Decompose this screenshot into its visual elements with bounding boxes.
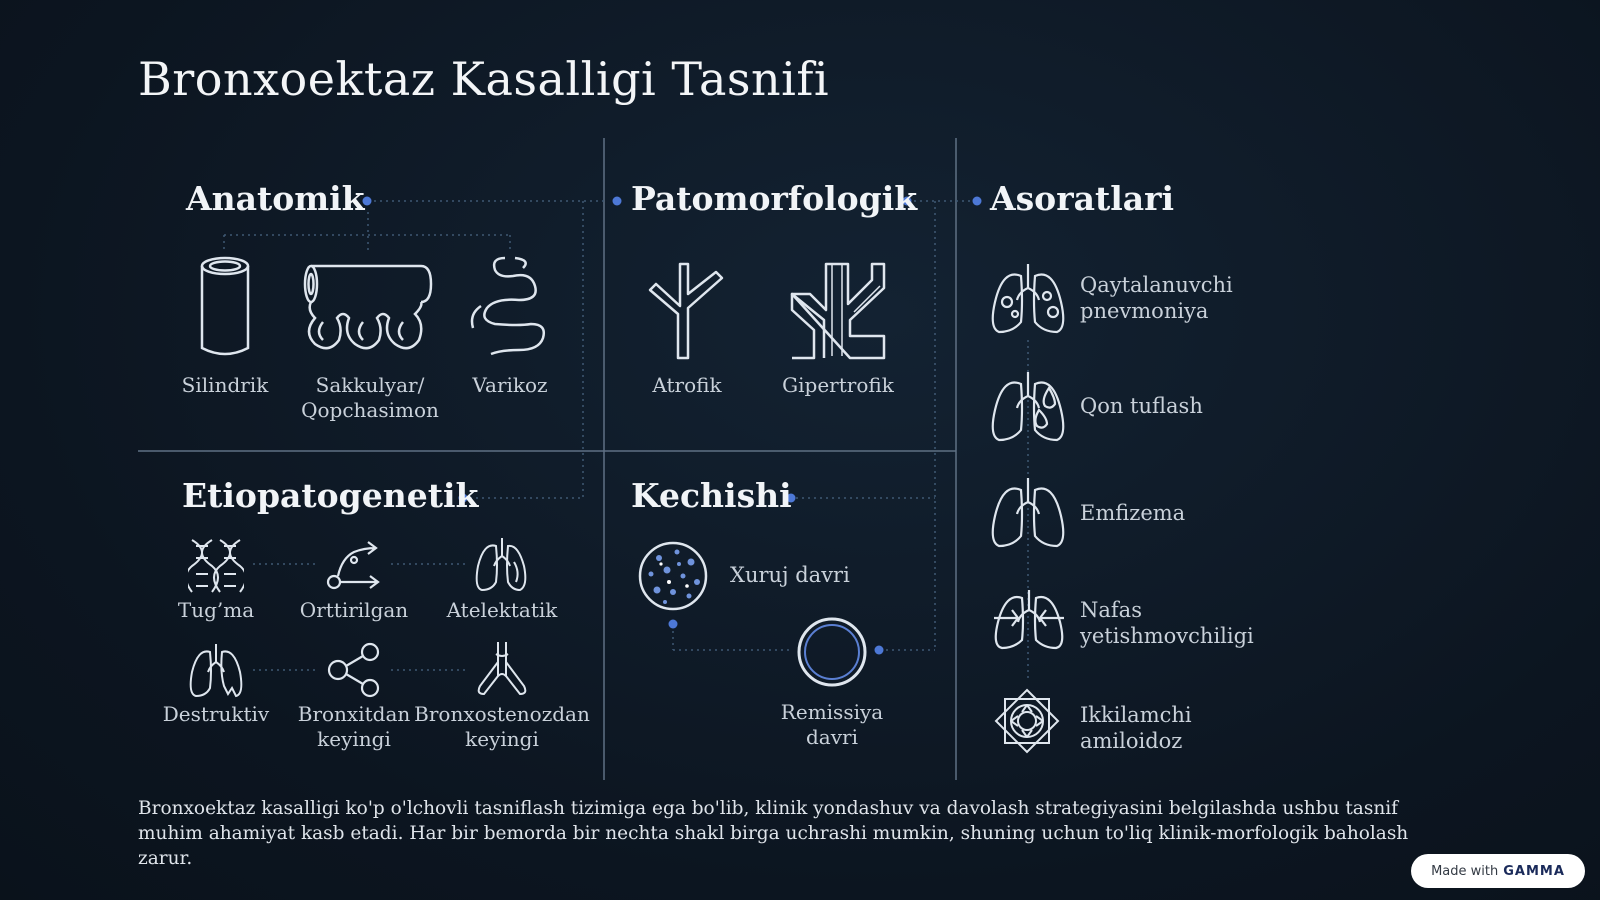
page-title: Bronxoektaz Kasalligi Tasnifi [138,52,830,106]
remission-ring-icon [796,616,868,688]
thick-branch-icon [788,260,888,360]
etiopatogenetik-item-label: Destruktiv [162,702,270,726]
dna-icon [188,538,244,594]
gamma-logo: GAMMA [1503,863,1565,879]
lungs-airflow-icon [992,588,1066,652]
kechishi-item-label: Xuruj davri [730,563,850,587]
asoratlari-item-label: Emfizema [1080,501,1186,525]
amyloid-star-icon [994,688,1060,754]
patomorfologik-item-label: Gipertrofik [782,373,894,397]
etiopatogenetik-item-label: Tug’ma [177,598,255,622]
section-title-anatomik: Anatomik [186,179,365,218]
thin-branch-icon [644,260,730,360]
section-title-patomorfologik: Patomorfologik [631,179,918,218]
section-title-etiopatogenetik: Etiopatogenetik [182,476,479,515]
collapsed-lung-icon [474,536,530,594]
made-with-gamma-badge[interactable] [1411,854,1585,888]
etiopatogenetik-item-label: Bronxostenozdan keyingi [414,702,590,751]
varicose-coil-icon [469,254,553,358]
asoratlari-item-label: Ikkilamchi amiloidoz [1080,703,1192,753]
saccular-bronchus-icon [303,262,433,354]
section-title-kechishi: Kechishi [631,476,792,515]
anatomik-item-label: Sakkulyar/ Qopchasimon [301,373,439,422]
badge-prefix: Made with [1431,863,1499,879]
lungs-infection-icon [989,262,1067,336]
cylinder-tube-icon [198,254,252,360]
lungs-blood-drop-icon [989,370,1067,444]
kechishi-item-label: Remissiya davri [780,700,884,749]
network-nodes-icon [326,642,382,698]
damaged-lung-icon [188,642,244,700]
patomorfologik-item-label: Atrofik [652,373,722,397]
lungs-icon [989,476,1067,550]
etiopatogenetik-item-label: Atelektatik [446,598,558,622]
description-text: Bronxoektaz kasalligi ko'p o'lchovli tasniflash tizimiga ega bo'lib, klinik yondashuv va davolash strategiyasini belgilashda ushbu tasnif muhim ahamiyat kasb etadi. Har bir bemorda bir nechta shakl birga uchrashi mumkin, shuning uchun to'liq klinik-morfologik baholash zarur. [138,798,1409,869]
acquired-arrows-icon [324,538,384,594]
etiopatogenetik-item-label: Orttirilgan [299,598,409,622]
asoratlari-item-label: Nafas yetishmovchiligi [1080,598,1254,648]
anatomik-item-label: Silindrik [181,373,269,397]
section-title-asoratlari: Asoratlari [990,179,1175,218]
anatomik-item-label: Varikoz [472,373,548,397]
exacerbation-particles-icon [637,540,709,612]
asoratlari-item-label: Qaytalanuvchi pnevmoniya [1080,273,1233,323]
etiopatogenetik-item-label: Bronxitdan keyingi [297,702,411,751]
narrow-bronchus-icon [474,640,530,698]
asoratlari-item-label: Qon tuflash [1080,394,1203,418]
